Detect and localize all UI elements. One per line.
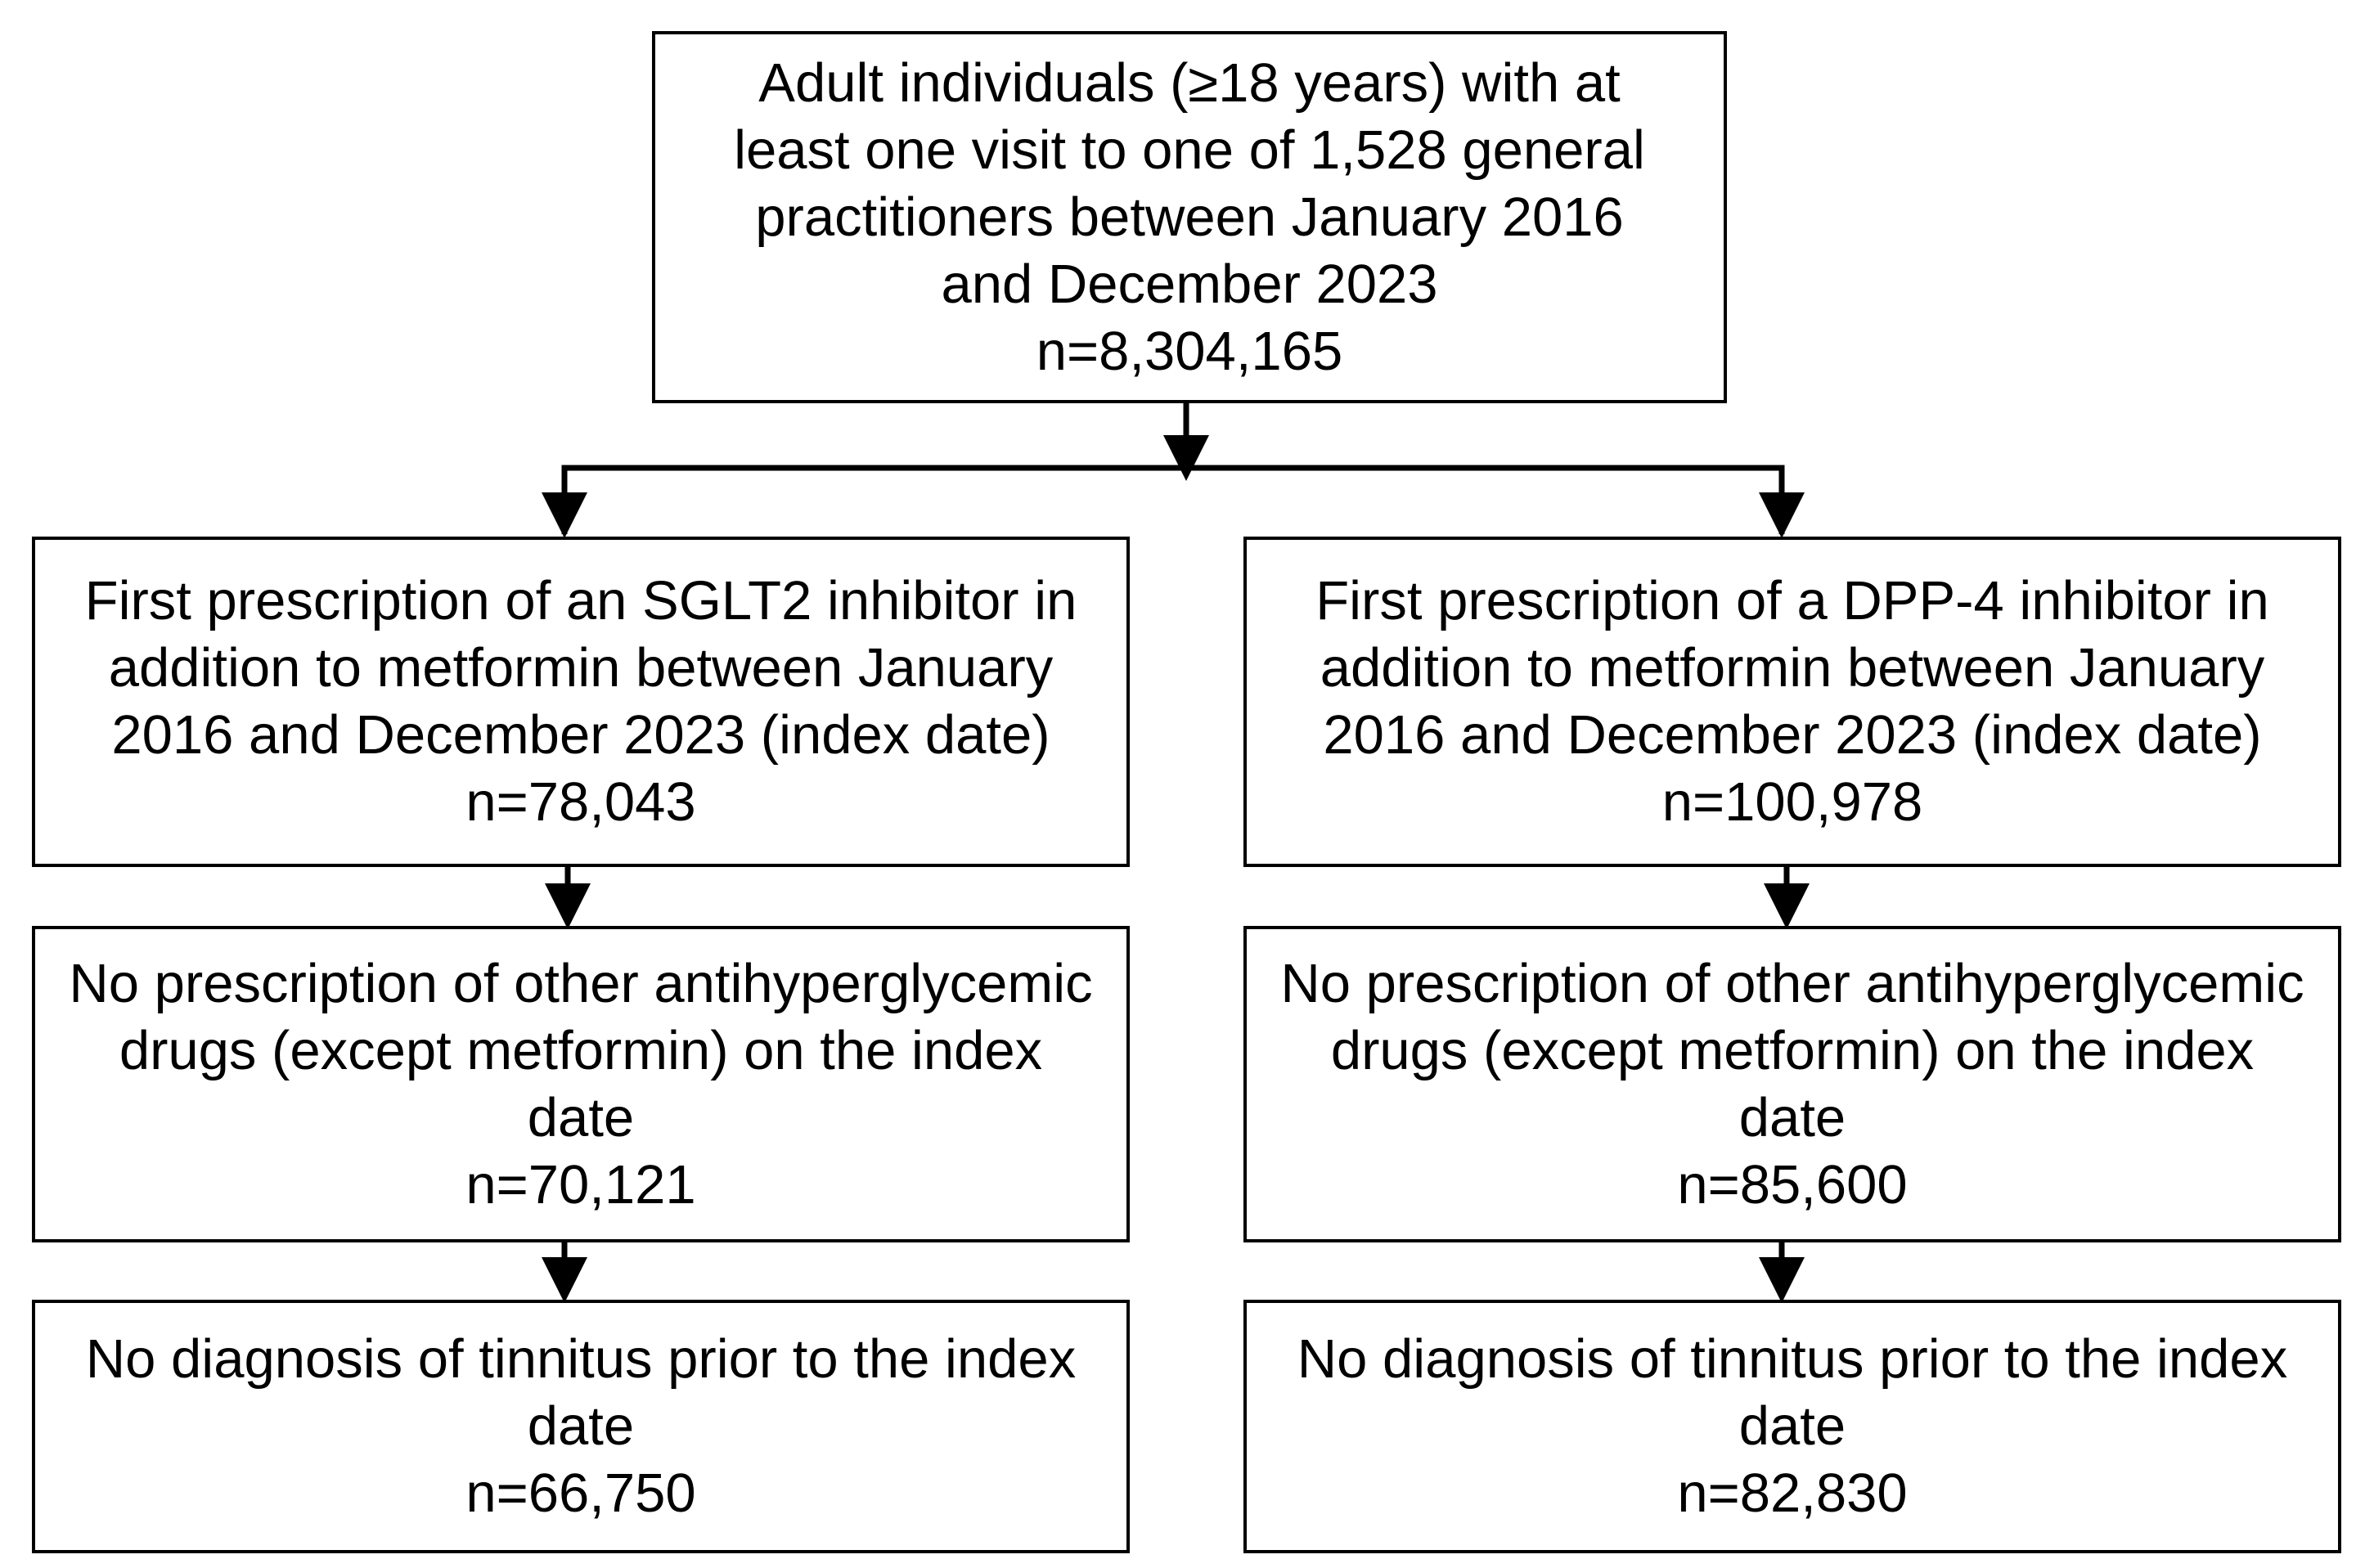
box-dpp4-no-tinnitus-text: No diagnosis of tinnitus prior to the index date <box>1297 1328 2288 1457</box>
box-sglt2-no-other-drugs-text: No prescription of other antihyperglycemic drugs (except metformin) on the index date <box>69 952 1093 1148</box>
split-bar <box>564 468 1782 534</box>
box-dpp4-no-tinnitus-count: n=82,830 <box>1677 1462 1908 1524</box>
box-dpp4-no-other-drugs-count: n=85,600 <box>1677 1153 1908 1215</box>
box-dpp4-no-other-drugs <box>1243 926 2341 1242</box>
box-sglt2-no-other-drugs <box>32 926 1130 1242</box>
box-sglt2-first-prescription-count: n=78,043 <box>465 771 696 833</box>
box-sglt2-no-tinnitus-text: No diagnosis of tinnitus prior to the index date <box>85 1328 1077 1457</box>
box-adult-individuals-count: n=8,304,165 <box>1036 320 1343 382</box>
box-sglt2-no-other-drugs-count: n=70,121 <box>465 1153 696 1215</box>
box-dpp4-no-tinnitus <box>1243 1300 2341 1553</box>
box-dpp4-no-other-drugs-text: No prescription of other antihyperglycemic drugs (except metformin) on the index date <box>1280 952 2304 1148</box>
box-sglt2-no-tinnitus <box>32 1300 1130 1553</box>
box-dpp4-first-prescription-count: n=100,978 <box>1661 771 1923 833</box>
box-sglt2-first-prescription-text: First prescription of an SGLT2 inhibitor in addition to metformin between January 2016 and December 2023 (index date) <box>84 570 1077 766</box>
box-sglt2-no-tinnitus-count: n=66,750 <box>465 1462 696 1524</box>
box-sglt2-first-prescription <box>32 537 1130 867</box>
box-dpp4-first-prescription <box>1243 537 2341 867</box>
box-adult-individuals <box>652 31 1727 403</box>
box-adult-individuals-text: Adult individuals (≥18 years) with at least one visit to one of 1,528 general practitioners between January 2016 and December 2023 <box>734 52 1645 315</box>
box-dpp4-first-prescription-text: First prescription of a DPP-4 inhibitor in addition to metformin between January 2016 and December 2023 (index date) <box>1315 570 2269 766</box>
